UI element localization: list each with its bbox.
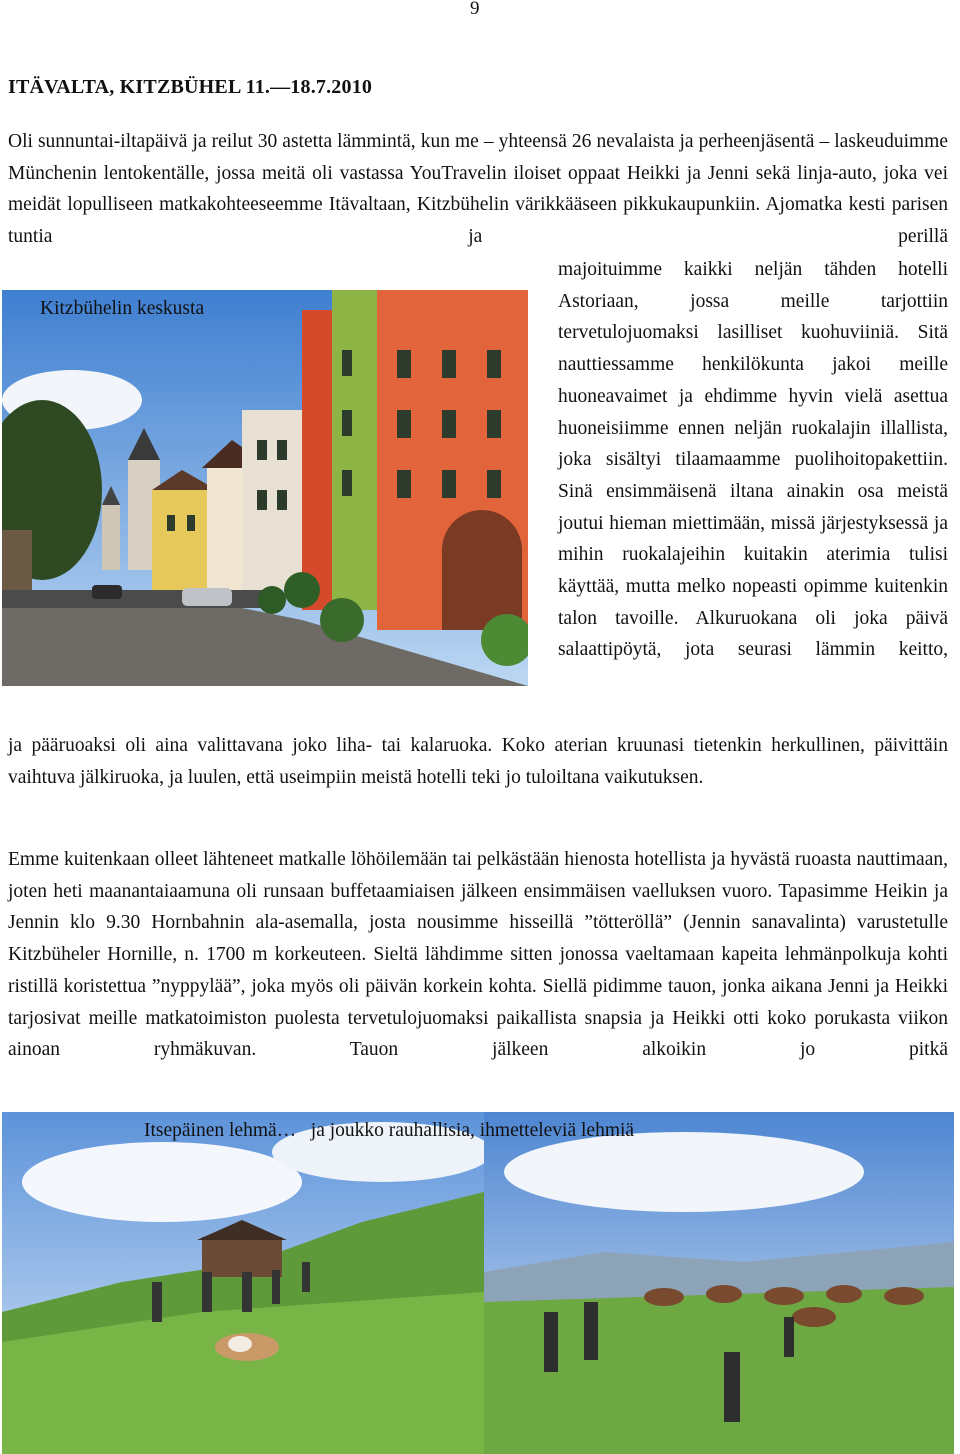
- side-column-text: majoituimme kaikki neljän tähden hotelli Astoriaan, jossa meille tarjottiin tervetulojuomaksi lasilliset kuohuviiniä. Sitä nauttiessamme henkilökunta jakoi meille huoneavaimet ja ehdimme hyvin vielä asettua huoneisiimme ennen neljän ruokalajin illallista, joka sisältyi tilaamaamme puolihoitopakettiin. Sinä ensimmäisenä iltana ainakin osa meistä joutui hieman miettimään, missä järjestyksessä ja mihin ruokalajeihin kuitakin aterimia tulisi käyttää, mutta melko nopeasti opimme kuitenkin talon tavoille. Alkuruokana oli joka päivä salaattipöytä, jota seurasi lämmin keitto,: [558, 259, 948, 661]
- page-number: 9: [470, 0, 480, 19]
- hiking-paragraph: Emme kuitenkaan olleet lähteneet matkalle löhöilemään tai pelkästään hienosta hotellista ja hyvästä ruoasta nauttimaan, joten heti maanantaiaamuna oli runsaan buffetaamiaisen jälkeen ensimmäisen vaelluksen vuoro. Tapasimme Heikin ja Jennin klo 9.30 Hornbahnin ala-asemalla, josta nousimme hisseillä ”tötteröllä” (Jennin sanavalinta) varustetulle Kitzbüheler Hornille, n. 1700 m korkeuteen. Sieltä lähdimme sitten jonossa vaeltamaan kapeita lehmänpolkuja kohti ristillä koristettua ”nyppylää”, joka myös oli päivän korkein kohta. Siellä pidimme tauon, jonka aikana Jenni ja Heikki tarjosivat meille matkatoimiston puolesta tervetulojuomaksi paikallista snapsia ja Heikki otti koko porukasta viikon ainoan ryhmäkuvan. Tauon jälkeen alkoikin jo pitkä: [8, 849, 948, 1061]
- photo2-caption: Itsepäinen lehmä…: [144, 1120, 297, 1141]
- calm-cows-photo: [484, 1112, 954, 1454]
- photo3-caption: ja joukko rauhallisia, ihmetteleviä lehmiä: [310, 1120, 635, 1141]
- intro-paragraph: Oli sunnuntai-iltapäivä ja reilut 30 astetta lämmintä, kun me – yhteensä 26 nevalaista ja perheenjäsentä – laskeuduimme Münchenin lentokentälle, jossa meitä oli vastassa YouTravelin iloiset oppaat Heikki ja Jenni sekä linja-auto, joka vei meidät lopulliseen matkakohteeseemme Itävaltaan, Kitzbühelin värikkääseen pikkukaupunkiin. Ajomatka kesti parisen tuntia ja perillä: [8, 131, 948, 248]
- stubborn-cow-photo: [2, 1112, 484, 1454]
- meadow-photos-caption: [144, 1120, 634, 1142]
- article-title: ITÄVALTA, KITZBÜHEL 11.—18.7.2010: [8, 76, 373, 98]
- photo1-caption: Kitzbühelin keskusta: [40, 298, 205, 319]
- kitzbuhel-town-photo: [2, 290, 528, 686]
- continuation-paragraph: ja pääruoaksi oli aina valittavana joko liha- tai kalaruoka. Koko aterian kruunasi tietenkin herkullinen, päivittäin vaihtuva jälkiruoka, ja luulen, että useimpiin meistä hotelli teki jo tuloiltana vaikutuksen.: [8, 735, 948, 788]
